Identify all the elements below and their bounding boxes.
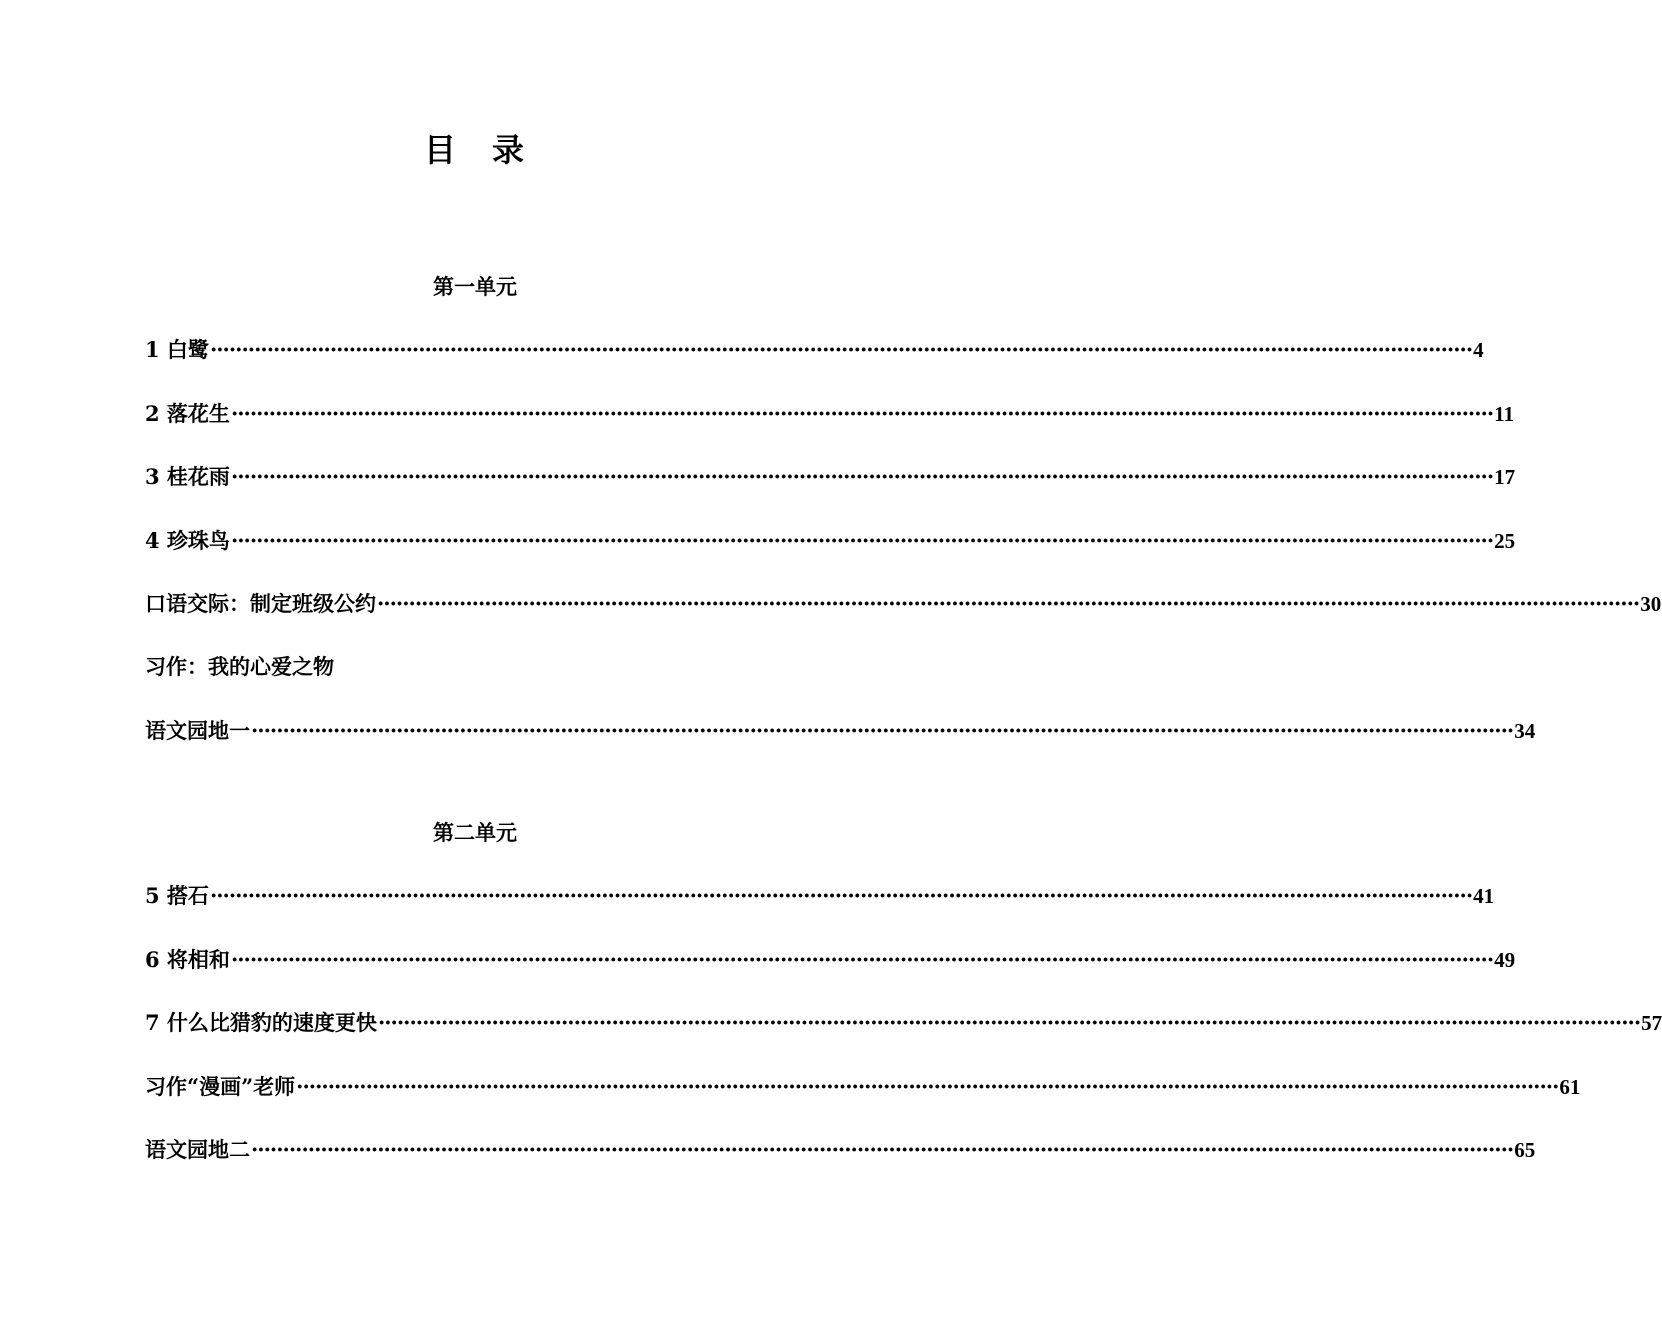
toc-entry-label: 口语交际：制定班级公约 [145,591,376,616]
toc-leader-dots: ········································································································································································································ [230,401,1494,426]
unit-heading-2: 第二单元 [433,820,517,845]
toc-entry-label: 语文园地一 [145,718,250,743]
toc-entry-page: 49 [1494,948,1516,972]
toc-entry-label: 习作“漫画”老师 [145,1074,296,1099]
toc-entry [145,398,1514,430]
toc-leader-dots: ········································································································································································································ [230,528,1494,553]
toc-entry-page: 11 [1494,402,1514,426]
toc-entry-label: 1 白鹭 [145,337,209,362]
toc-entry-label: 语文园地二 [145,1137,250,1162]
toc-leader-dots: ········································································································································································································ [209,883,1473,908]
toc-entry-page: 17 [1494,465,1516,489]
toc-entry-page: 30 [1640,592,1662,616]
toc-entry-label: 3 桂花雨 [145,464,230,489]
toc-entry [145,944,1516,976]
toc-entry-page: 61 [1559,1075,1581,1099]
toc-entry-page: 57 [1641,1011,1662,1035]
toc-entry-label: 5 搭石 [145,883,209,908]
toc-leader-dots: ········································································································································································································ [377,591,1640,616]
toc-entry [145,1071,1581,1103]
toc-entry-page: 34 [1514,719,1536,743]
toc-entry [145,880,1495,912]
toc-leader-dots: ········································································································································································································ [251,1137,1514,1162]
toc-entry [145,651,790,683]
toc-leader-dots: ········································································································································································································ [377,1010,1641,1035]
toc-entry-label: 习作：我的心爱之物 [145,654,334,679]
toc-entry [145,588,1662,620]
toc-leader-dots: ········································································································································································································ [251,718,1514,743]
toc-entry-page: 65 [1514,1138,1536,1162]
toc-entry [145,334,1484,366]
toc-entry-label: 6 将相和 [145,947,230,972]
toc-leader-dots: ········································································································································································································ [230,464,1494,489]
toc-leader-dots: ········································································································································································································ [209,337,1473,362]
toc-entry [145,461,1516,493]
toc-leader-dots: ········································································································································································································ [230,947,1494,972]
toc-entry-page: 41 [1473,884,1495,908]
toc-entry-label: 2 落花生 [145,401,230,426]
toc-entry [145,1007,1662,1039]
unit-heading-1: 第一单元 [433,274,517,299]
toc-entry [145,525,1516,557]
toc-entry [145,715,1536,747]
page-title: 目 录 [423,131,526,169]
toc-entry-page: 25 [1494,529,1516,553]
toc-entry-page: 4 [1473,338,1484,362]
toc-entry-label: 7 什么比猎豹的速度更快 [145,1010,377,1035]
toc-entry-label: 4 珍珠鸟 [145,528,230,553]
toc-leader-dots: ········································································································································································································ [296,1074,1559,1099]
toc-entry [145,1134,1536,1166]
